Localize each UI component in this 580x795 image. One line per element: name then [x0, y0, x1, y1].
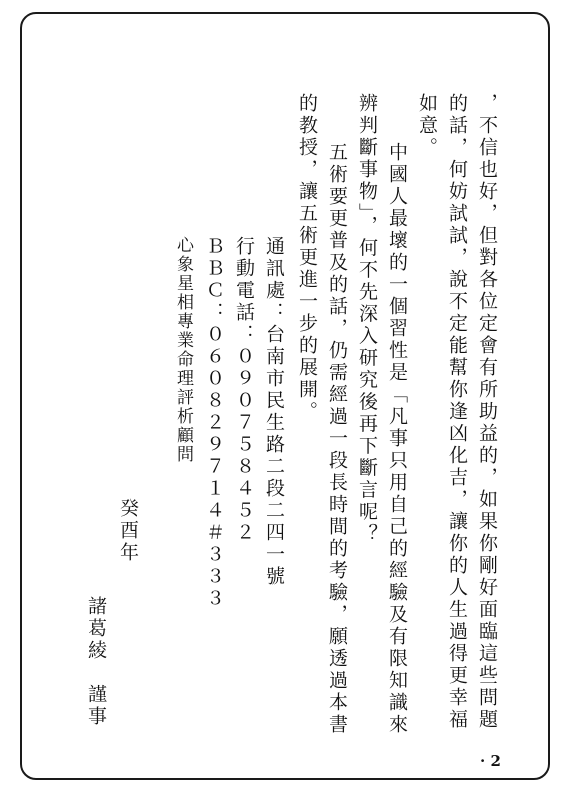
page-number: · 2 [480, 752, 501, 770]
body-column-7: 的教授，讓五術更進一步的展開。 [296, 93, 318, 423]
contact-phone: 行動電話：０９０７５８４５２ [233, 236, 255, 544]
body-column-6: 五術要更普及的話，仍需經過一段長時間的考驗，願透過本書 [326, 142, 348, 736]
body-column-2: 的話，何妨試試，說不定能幫你逢凶化吉，讓你的人生過得更幸福 [446, 93, 468, 731]
contact-bbc: ＢＢＣ：０６０８２９７１４＃３３３ [203, 236, 225, 610]
body-column-4: 中國人最壞的一個習性是「凡事只用自己的經驗及有限知識來 [386, 142, 408, 736]
body-column-3: 如意。 [416, 93, 438, 159]
body-column-5: 辨判斷事物」，何不先深入研究後再下斷言呢？ [356, 93, 378, 546]
signature-author: 諸葛綾 謹事 [85, 596, 107, 728]
signature-year: 癸酉年 [117, 498, 139, 564]
contact-address: 通訊處：台南市民生路二段二四一號 [263, 236, 285, 588]
body-column-1: ，不信也好，但對各位定會有所助益的，如果你剛好面臨這些問題 [476, 93, 498, 731]
signature-title: 心象星相專業命理評析顧問 [173, 236, 193, 464]
